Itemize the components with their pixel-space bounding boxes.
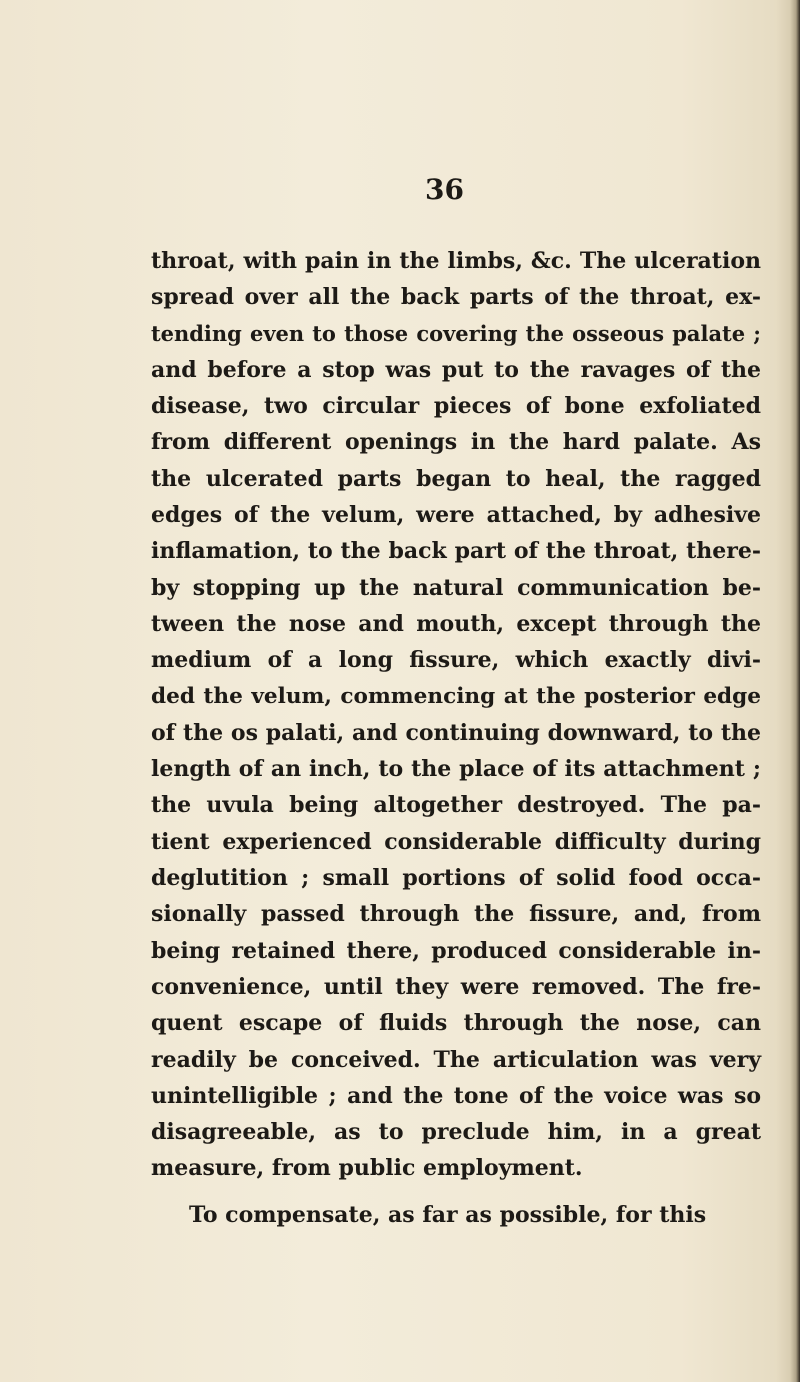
text-line: deglutition ; small portions of solid food occa- [151,865,761,892]
text-line: To compensate, as far as possible, for this [189,1202,707,1228]
text-line: ded the velum, commencing at the posterior edge [151,683,761,709]
text-line: disease, two circular pieces of bone exfoliated [151,393,761,420]
text-line: tween the nose and mouth, except through the [151,610,761,637]
text-line: length of an inch, to the place of its attachment ; [151,756,761,783]
text-line: convenience, until they were removed. The fre- [151,973,761,1000]
text-line: from different openings in the hard palate. As [151,429,761,456]
text-line: being retained there, produced considerable in- [151,937,761,964]
text-line: the ulcerated parts began to heal, the ragged [151,465,761,492]
text-line: spread over all the back parts of the throat, ex- [151,284,761,311]
text-line: unintelligible ; and the tone of the voice was so [151,1082,761,1109]
text-line: throat, with pain in the limbs, &c. The ulceration [151,248,761,274]
paragraph-2 [151,1197,761,1233]
text-line: readily be conceived. The articulation was very [151,1046,761,1073]
paragraph-1 [151,243,761,1187]
text-line: measure, from public employment. [151,1155,583,1182]
page-edge-shadow [790,0,800,1382]
text-line: and before a stop was put to the ravages of the [151,356,761,383]
text-line: tient experienced considerable difficulty during [151,828,761,855]
text-line: edges of the velum, were attached, by adhesive [151,502,761,529]
page-number: 36 [425,173,464,206]
text-line: of the os palati, and continuing downward, to the [151,719,761,746]
text-line: sionally passed through the fissure, and, from [151,901,761,928]
text-line: disagreeable, as to preclude him, in a great [151,1119,761,1146]
text-line: tending even to those covering the osseous palate ; [151,320,761,346]
text-line: the uvula being altogether destroyed. The pa- [151,792,761,819]
text-line: medium of a long fissure, which exactly divi- [151,647,761,674]
text-line: inflamation, to the back part of the throat, there- [151,538,761,565]
text-line: by stopping up the natural communication be- [151,574,761,601]
text-line: quent escape of fluids through the nose, can [151,1010,761,1037]
